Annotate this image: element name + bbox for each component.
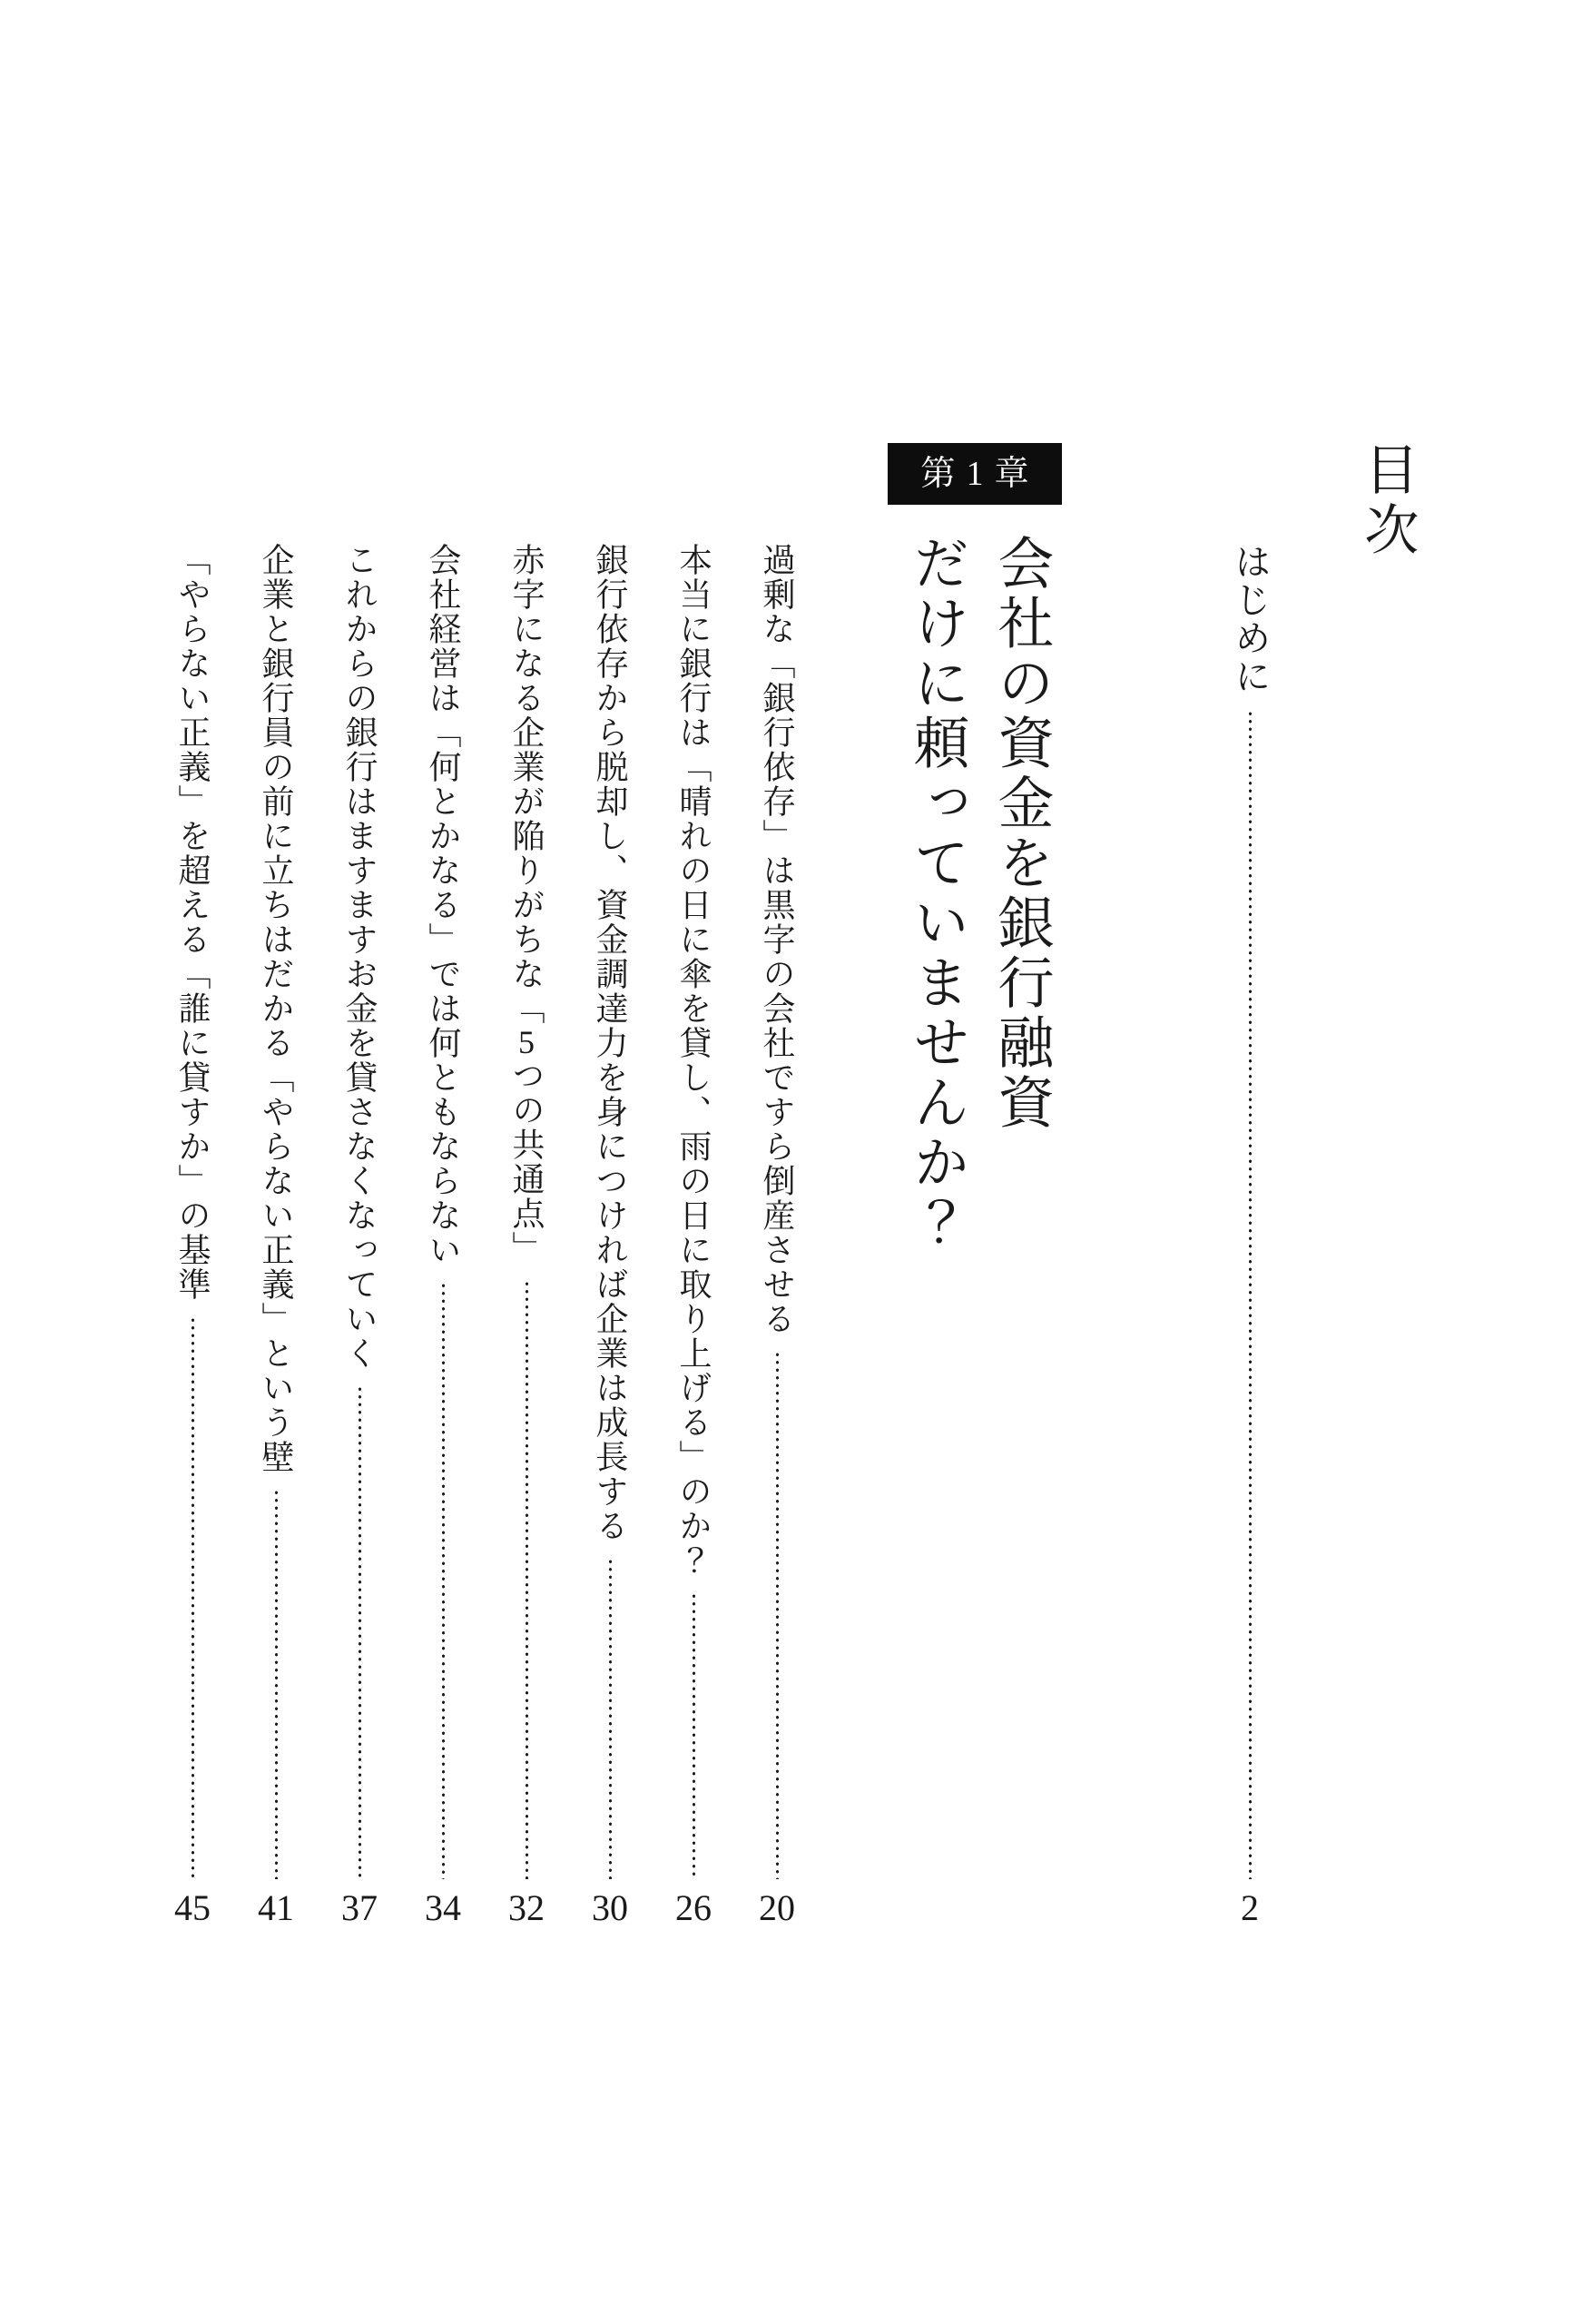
dotted-leader	[693, 1592, 695, 1879]
toc-title: 目次	[1357, 441, 1418, 561]
toc-entry-title: 企業と銀行員の前に立ちはだかる「やらない正義」という壁	[258, 543, 294, 1474]
toc-entry	[675, 543, 712, 1926]
dotted-leader	[526, 1280, 528, 1879]
toc-entry	[508, 543, 545, 1926]
toc-entry-title: 赤字になる企業が陥りがちな「5つの共通点」	[508, 543, 545, 1265]
chapter-1-title-line-1: 会社の資金を銀行融資	[989, 534, 1051, 1133]
toc-entry-page-number: 26	[675, 1887, 712, 1928]
toc-entry-page-number: 41	[258, 1887, 294, 1928]
chapter-1-title-line-2: だけに頼っていませんか？	[905, 534, 967, 1253]
toc-entry-title: 会社経営は「何とかなる」では何ともならない	[425, 543, 461, 1267]
toc-entry-title: 「やらない正義」を超える「誰に貸すか」の基準	[174, 543, 211, 1302]
toc-entry	[425, 543, 461, 1926]
toc-entry	[759, 543, 795, 1926]
dotted-leader	[359, 1385, 361, 1879]
toc-entry	[341, 543, 378, 1926]
dotted-leader	[609, 1558, 612, 1879]
toc-entry-page-number: 20	[759, 1887, 795, 1928]
chapter-1-title	[893, 534, 1062, 1253]
dotted-leader	[442, 1282, 445, 1879]
toc-entry-page-number: 45	[174, 1887, 211, 1928]
toc-entry-title: 銀行依存から脱却し、資金調達力を身につければ企業は成長する	[592, 543, 628, 1543]
dotted-leader	[776, 1351, 779, 1879]
toc-entry	[258, 543, 294, 1926]
toc-entry-page-number: 32	[508, 1887, 545, 1928]
toc-entry	[174, 543, 211, 1926]
dotted-leader	[192, 1316, 194, 1879]
toc-entry-title: これからの銀行はますますお金を貸さなくなっていく	[341, 543, 378, 1371]
preface-page-number: 2	[1241, 1887, 1259, 1928]
toc-entry-title: 過剰な「銀行依存」は黒字の会社ですら倒産させる	[759, 543, 795, 1336]
toc-entry-page-number: 30	[592, 1887, 628, 1928]
toc-entry-title: 本当に銀行は「晴れの日に傘を貸し、雨の日に取り上げる」のか？	[675, 543, 712, 1578]
toc-entry-preface	[1230, 543, 1271, 1928]
dotted-leader	[275, 1489, 278, 1879]
toc-entry-page-number: 34	[425, 1887, 461, 1928]
dotted-leader	[1249, 710, 1252, 1879]
toc-entry	[592, 543, 628, 1926]
preface-label: はじめに	[1230, 543, 1271, 695]
section-list	[127, 543, 795, 1926]
chapter-1-badge	[888, 443, 1062, 505]
toc-entry-page-number: 37	[341, 1887, 378, 1928]
chapter-1-badge-label: 第1章	[920, 455, 1040, 493]
